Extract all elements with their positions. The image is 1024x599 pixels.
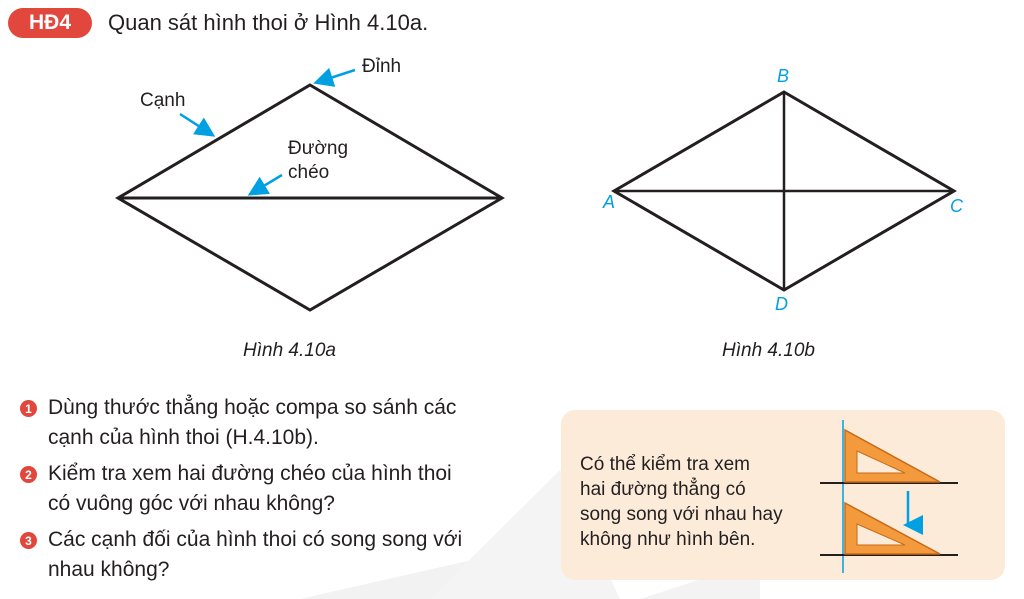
vertex-label-c: C bbox=[950, 196, 963, 216]
hint-line: Có thể kiểm tra xem bbox=[580, 454, 750, 475]
set-square-bottom-icon bbox=[845, 503, 940, 554]
task-item bbox=[20, 525, 540, 585]
hint-text bbox=[580, 452, 820, 552]
task-list bbox=[20, 393, 540, 591]
hint-line: hai đường thẳng có bbox=[580, 479, 746, 500]
task-item bbox=[20, 459, 540, 519]
label-side: Cạnh bbox=[140, 90, 186, 111]
vertex-label-b: B bbox=[777, 66, 790, 86]
task-number: 1 bbox=[20, 400, 37, 417]
task-text-line1: Dùng thước thẳng hoặc compa so sánh các bbox=[48, 396, 457, 419]
vertex-label-d: D bbox=[775, 294, 788, 314]
hint-line: không như hình bên. bbox=[580, 529, 756, 550]
set-square-top-icon bbox=[845, 430, 940, 482]
task-text-line2: nhau không? bbox=[48, 558, 170, 581]
task-number: 2 bbox=[20, 466, 37, 483]
task-text-line1: Kiểm tra xem hai đường chéo của hình thoi bbox=[48, 462, 452, 485]
task-text-line2: cạnh của hình thoi (H.4.10b). bbox=[48, 426, 319, 449]
set-square-illustration bbox=[800, 415, 970, 580]
activity-title: Quan sát hình thoi ở Hình 4.10a. bbox=[108, 10, 429, 35]
task-item bbox=[20, 393, 540, 453]
label-vertex: Đỉnh bbox=[362, 56, 402, 77]
hint-line: song song với nhau hay bbox=[580, 504, 783, 525]
label-diagonal-line2: chéo bbox=[288, 162, 330, 183]
task-number: 3 bbox=[20, 532, 37, 549]
caption-4-10b: Hình 4.10b bbox=[722, 340, 815, 361]
task-text-line1: Các cạnh đối của hình thoi có song song với bbox=[48, 528, 463, 551]
task-text-line2: có vuông góc với nhau không? bbox=[48, 492, 335, 515]
label-diagonal-line1: Đường bbox=[288, 138, 349, 159]
vertex-label-a: A bbox=[603, 192, 616, 212]
caption-4-10a: Hình 4.10a bbox=[243, 340, 336, 361]
activity-badge: HĐ4 bbox=[8, 8, 92, 38]
